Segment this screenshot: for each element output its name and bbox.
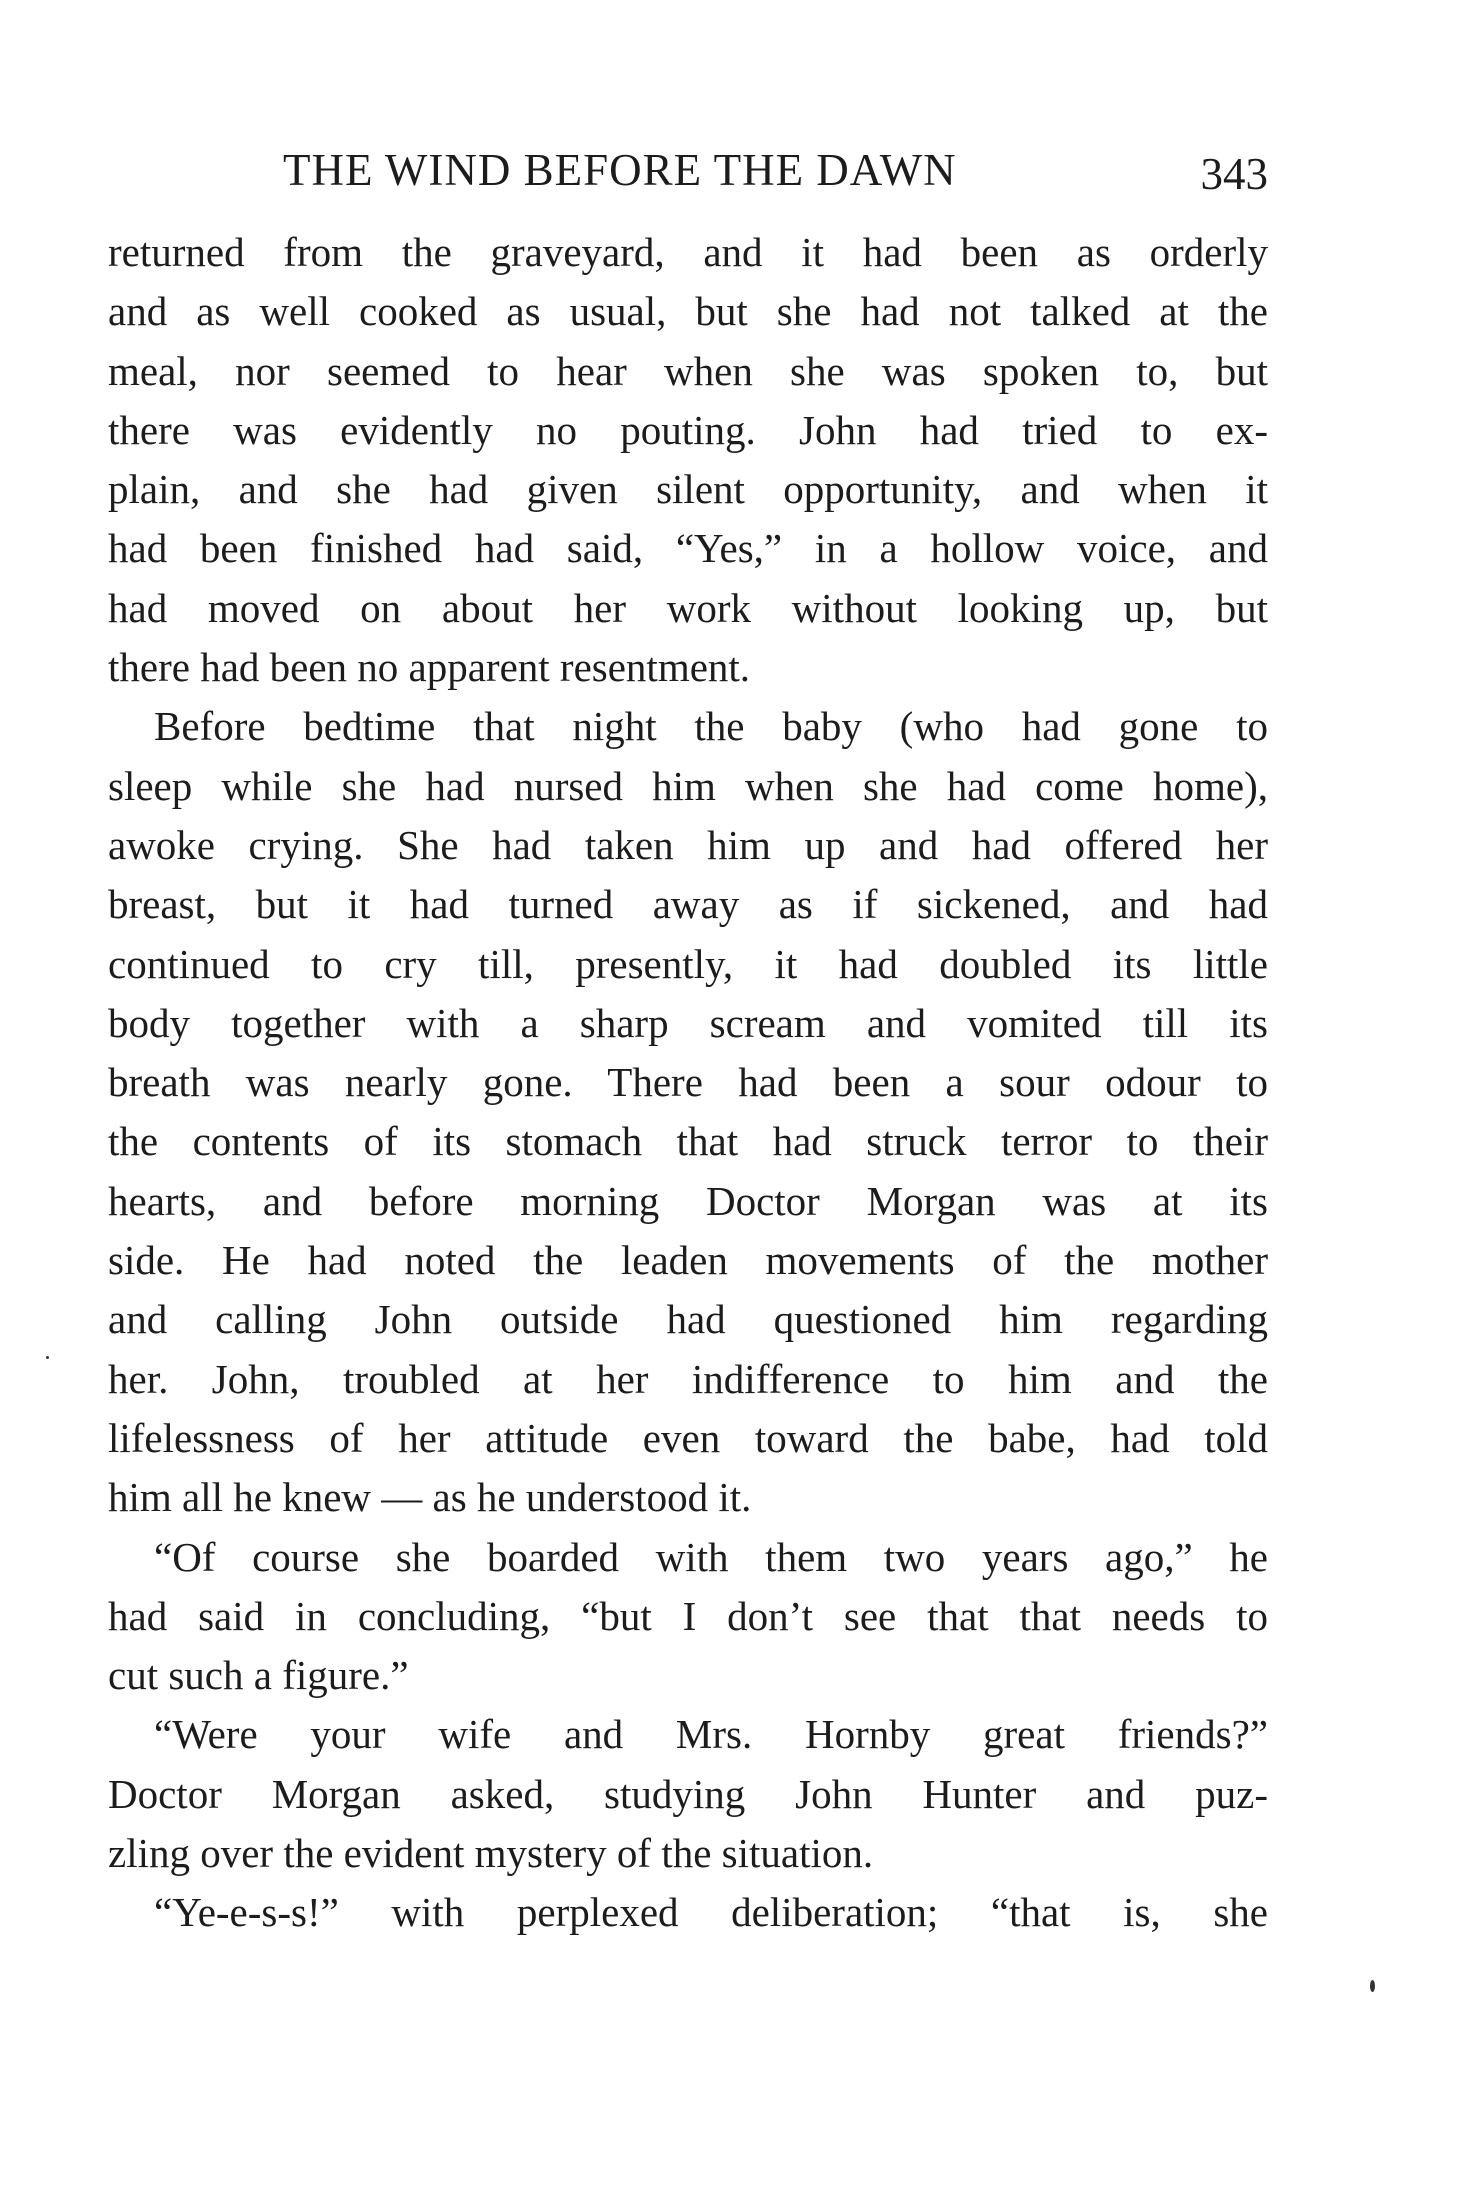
ink-speck — [46, 1356, 49, 1359]
text-line: zling over the evident mystery of the situation. — [108, 1830, 874, 1877]
text-line: had moved on about her work without looking up, but — [108, 584, 1268, 631]
running-title: THE WIND BEFORE THE DAWN — [283, 145, 957, 195]
ink-speck — [1370, 1980, 1375, 1992]
text-line: continued to cry till, presently, it had doubled its little — [108, 940, 1268, 987]
text-line: sleep while she had nursed him when she had come home), — [108, 762, 1268, 809]
text-line: breath was nearly gone. There had been a sour odour to — [108, 1059, 1268, 1106]
running-head — [283, 140, 1268, 200]
text-line: awoke crying. She had taken him up and had offered her — [108, 821, 1268, 868]
text-line: hearts, and before morning Doctor Morgan was at its — [108, 1177, 1268, 1224]
text-line: cut such a figure.” — [108, 1652, 409, 1699]
text-line: him all he knew — as he understood it. — [108, 1474, 752, 1521]
text-line: side. He had noted the leaden movements of the mother — [108, 1237, 1268, 1284]
text-line: there had been no apparent resentment. — [108, 644, 751, 691]
text-line: had said in concluding, “but I don’t see that that needs to — [108, 1592, 1268, 1639]
text-line: and calling John outside had questioned him regarding — [108, 1296, 1268, 1343]
text-line: body together with a sharp scream and vomited till its — [108, 999, 1268, 1046]
text-line: the contents of its stomach that had struck terror to their — [108, 1118, 1268, 1165]
paragraph-start-line: “Of course she boarded with them two years ago,” he — [154, 1533, 1268, 1580]
text-line: her. John, troubled at her indifference to him and the — [108, 1355, 1268, 1402]
paragraph-start-line: “Were your wife and Mrs. Hornby great friends?” — [154, 1711, 1268, 1758]
text-line: had been finished had said, “Yes,” in a hollow voice, and — [108, 525, 1268, 572]
text-line: there was evidently no pouting. John had tried to ex- — [108, 406, 1268, 453]
paragraph-start-line: Before bedtime that night the baby (who had gone to — [154, 703, 1268, 750]
text-line: plain, and she had given silent opportunity, and when it — [108, 466, 1268, 513]
paragraph-start-line: “Ye-e-s-s!” with perplexed deliberation; “that is, she — [154, 1889, 1268, 1936]
text-line: breast, but it had turned away as if sickened, and had — [108, 881, 1268, 928]
text-line: meal, nor seemed to hear when she was spoken to, but — [108, 347, 1268, 394]
text-line: returned from the graveyard, and it had been as orderly — [108, 229, 1268, 275]
text-line: Doctor Morgan asked, studying John Hunter and puz- — [108, 1770, 1268, 1817]
page-number: 343 — [1200, 149, 1268, 199]
text-line: lifelessness of her attitude even toward the babe, had told — [108, 1414, 1268, 1461]
body-text — [108, 223, 1268, 1943]
text-line: and as well cooked as usual, but she had not talked at the — [108, 288, 1268, 335]
